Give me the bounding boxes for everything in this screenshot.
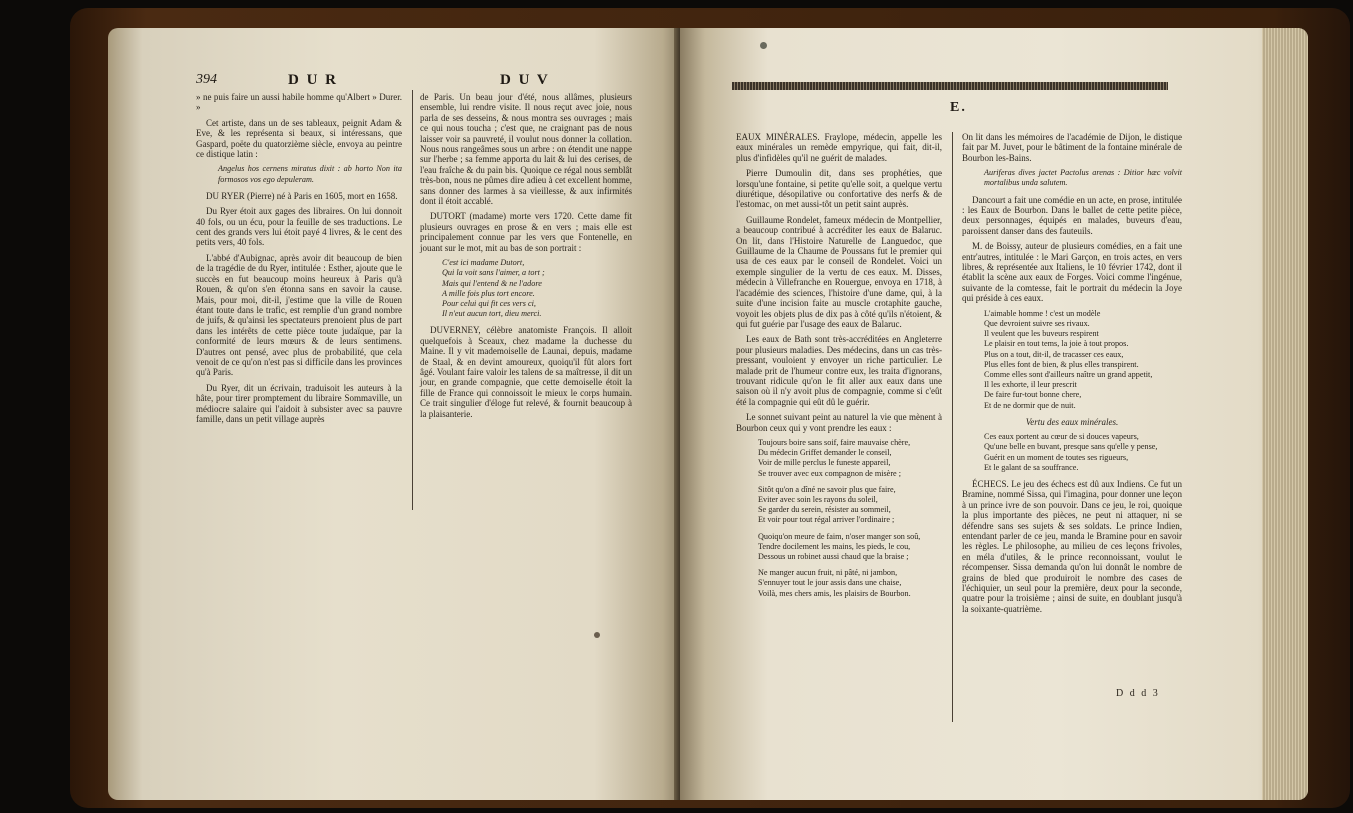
verse-line: Du médecin Griffet demander le conseil,: [758, 448, 892, 458]
left-column-1: [196, 92, 402, 429]
verse-line: Comme elles sont d'ailleurs naître un grand appetit,: [984, 369, 1153, 379]
left-column-2: [420, 92, 632, 424]
verse-line: A mille fois plus tort encore.: [442, 288, 535, 298]
paragraph: » ne puis faire un aussi habile homme qu'Albert » Durer. »: [196, 92, 402, 113]
right-page: [680, 28, 1308, 800]
sonnet-stanza: [736, 438, 942, 479]
paragraph: DUVERNEY, célèbre anatomiste François. Il alloit quelquefois à Sceaux, chez madame la duchesse du Maine. Il y vit mademoiselle de Launai, depuis, madame de Staal, & en devint amoureux, quoiqu'il fût alors fort âgé. Voulant faire valoir les talens de sa maîtresse, il dit un jour, en grande compagnie, que cette demoiselle étoit la fille de France qui connoissoit le mieux le corps humain. Ce trait singulier d'éloge fut relevé, & fournit beaucoup à la plaisanterie.: [420, 325, 632, 419]
verse-line: S'ennuyer tout le jour assis dans une chaise,: [758, 578, 902, 588]
verse-line: Ces eaux portent au cœur de si douces vapeurs,: [984, 432, 1139, 442]
entry-heading: DU RYER (Pierre) né à Paris en 1605, mort en 1658.: [206, 190, 398, 201]
verse-line: Mais qui l'entend & ne l'adore: [442, 278, 542, 288]
verse-line: Que devroient suivre ses rivaux.: [984, 318, 1090, 328]
paragraph: Cet artiste, dans un de ses tableaux, peignit Adam & Eve, & les représenta si beaux, si intéressans, que Gaspard, poëte du quatorzième siècle, envoya au peintre ce distique latin :: [196, 117, 402, 160]
verse-line: Et de ne dormir que de nuit.: [984, 400, 1076, 410]
column-divider: [952, 132, 953, 722]
verse-line: Pour celui qui fit ces vers ci,: [442, 298, 536, 308]
entry-heading: ÉCHECS. Le jeu des échecs est dû aux Indiens. Ce fut un Bramine, nommé Sissa, qui l'imagina, pour donner une leçon à un prince ivre de son pouvoir. Dans ce jeu, le roi, quoique la plus importante des pièces, ne peut ni attaquer, ni se défendre sans ses sujets & ses soldats. Le prince Indien, entendant parler de ce jeu, manda le Bramine pour en savoir les règles. Le philosophe, au milieu de ces leçons frivoles, en méla d'utiles, & le prince reconnoissant, voulut le récompenser. Sissa demanda qu'on lui donnât le nombre de grains de bled que produiroit le nombre des cases de l'échiquier, un seul pour la première, deux pour la seconde, quatre pour la troisième ; ainsi de suite, en doublant jusqu'à la soixante-quatrième.: [962, 478, 1182, 614]
entry-heading: EAUX MINÉRALES. Fraylope, médecin, appelle les eaux minérales un remède empyrique, qui fait, dit-il, plus d'infidèles qu'il ne guérit de malades.: [736, 132, 942, 163]
verse-line: L'aimable homme ! c'est un modèle: [984, 308, 1101, 318]
entry-heading: DUTORT (madame) morte vers 1720. Cette dame fit plusieurs ouvrages en prose & en vers ; mais elle est principalement connue par les vers que Fontenelle, en jouant sur le mot, mit au bas de son portrait :: [420, 211, 632, 253]
signature-mark: D d d 3: [1116, 688, 1160, 699]
verse-line: C'est ici madame Dutort,: [442, 258, 525, 268]
verse-line: Guérit en un moment de toutes ses rigueurs,: [984, 452, 1129, 462]
paragraph: Du Ryer étoit aux gages des libraires. On lui donnoit 40 fols, ou un écu, pour la feuille de ses traductions. Le cent des grands vers lui étoit payé 4 livres, & le cent des petits vers, 40 fols.: [196, 206, 402, 248]
verse-line: Qui la voit sans l'aimer, a tort ;: [442, 268, 545, 278]
paragraph: Guillaume Rondelet, fameux médecin de Montpellier, a beaucoup contribué à accréditer les eaux de Balaruc. On lit, dans l'Histoire Naturelle de Languedoc, que Guillaume de la Chaume de Poussans fut le premier qui usa de ces eaux par le conseil de Rondelet. Voici un exemple singulier de la vertu de ces eaux. M. Disses, médecin à Villefranche en Rouergue, envoya en 1718, à l'académie des sciences, l'histoire d'une dame, qui, à la suite d'une incision faite au muscle crotaphite gauche, voyoit les objets plus de dix pas à côté qu'ils n'étoient, & qui fut guérie par l'usage des eaux de Balaruc.: [736, 214, 942, 329]
verse-line: Le plaisir en tout tems, la joie à tout propos.: [984, 339, 1129, 349]
verse-line: Eviter avec soin les rayons du soleil,: [758, 494, 878, 504]
poem-title: Vertu des eaux minérales.: [1025, 416, 1119, 427]
verse-line: Quoiqu'on meure de faim, n'oser manger son soû,: [758, 531, 921, 541]
verse-line: De faire fur-tout bonne chere,: [984, 390, 1082, 400]
paragraph: On lit dans les mémoires de l'académie de Dijon, le distique fait par M. Juvet, pour le bâtiment de la fontaine minérale de Bourbon les-Bains.: [962, 132, 1182, 163]
verse-line: Se garder du serein, résister au sommeil,: [758, 505, 891, 515]
verse-line: Plus elles font de bien, & plus elles transpirent.: [984, 359, 1139, 369]
ornamental-band: [732, 82, 1168, 90]
verse-line: Dessous un robinet aussi chaud que la braise ;: [758, 552, 909, 561]
verse-line: Il les exhorte, il leur prescrit: [984, 380, 1077, 390]
paragraph: de Paris. Un beau jour d'été, nous allâmes, plusieurs ensemble, lui rendre visite. Il nous reçut avec joie, nous parla de ses desseins, & nous montra ses ouvrages ; mais ce qui nous toucha ; c'est que, ne craignant pas de nous laisser voir sa pauvreté, il voulut nous donner la collation. Nous nous rangeâmes sous un arbre : on étendit une nappe sur l'herbe ; sa femme apporta du lait & lui des cerises, de l'eau fraîche & du pain bis. Quoique ce régal nous semblât très-bon, nous ne pûmes dire adieu à cet excellent homme, sans donner des larmes à sa vieillesse, & aux infirmités dont il étoit accablé.: [420, 92, 632, 207]
paragraph: M. de Boissy, auteur de plusieurs comédies, en a fait une entr'autres, intitulée : le Mari Garçon, en trois actes, en vers libres, & représentée aux Italiens, le 10 février 1742, dont il établit la scène aux eaux de Forges. Voici comme l'ingénue, suivante de la comtesse, fait le portrait du médecin la Joye qui préside à ces eaux.: [962, 241, 1182, 304]
paragraph: Du Ryer, dit un écrivain, traduisoit les auteurs à la hâte, pour tirer promptement du libraire Sommaville, un médiocre salaire qui l'aidoit à subsister avec sa pauvre famille, dans un petit village auprès: [196, 382, 402, 424]
column-divider: [412, 90, 413, 510]
page-number: 394: [196, 72, 217, 87]
right-column-2: [962, 132, 1182, 619]
verse-line: Toujours boire sans soif, faire mauvaise chère,: [758, 437, 911, 447]
left-page: [108, 28, 680, 800]
verse-line: Ne manger aucun fruit, ni pâté, ni jambon,: [758, 568, 898, 578]
verse-line: Voilà, mes chers amis, les plaisirs de Bourbon.: [758, 588, 911, 598]
verse-line: Qu'une belle en buvant, presque sans qu'elle y pense,: [984, 442, 1158, 452]
running-header-left: D U R: [288, 72, 338, 88]
sonnet-stanza: [736, 568, 942, 599]
sonnet-stanza: [736, 485, 942, 526]
paragraph: Pierre Dumoulin dit, dans ses prophéties, que lorsqu'une fontaine, si petite qu'elle soit, a quelque vertu diurétique, désopilative ou confortative des nerfs & de l'estomac, on met aussi-tôt un petit saint auprès.: [736, 168, 942, 210]
page-blemish: [594, 632, 600, 638]
poem: [962, 432, 1182, 473]
verse-line: Il veulent que les buveurs respirent: [984, 329, 1099, 339]
paragraph: L'abbé d'Aubignac, après avoir dit beaucoup de bien de la tragédie de du Ryer, intitulée : Esther, ajoute que le succès en fut beaucoup moins heureux à Paris qu'à Rouen, & qu'on s'en étonna sans en savoir la cause. Mais, pour moi, dit-il, j'estime que la ville de Rouen étant toute dans le trafic, est remplie d'un grand nombre de juifs, & qu'ainsi les spectateurs prenoient plus de part dans les intérêts de cette pièce toute judaïque, par la conformité de leurs mœurs & de leurs sentimens. D'autres ont pensé, avec plus de probabilité, que cela venoit de ce qu'on n'est pas si difficile dans les provinces qu'à Paris.: [196, 252, 402, 378]
verse-line: Et voir pour tout régal arriver l'ordinaire ;: [758, 515, 895, 525]
verse-line: Il n'eut aucun tort, dieu merci.: [442, 309, 542, 319]
sonnet-stanza: [736, 532, 942, 563]
paragraph: Le sonnet suivant peint au naturel la vie que mènent à Bourbon ceux qui y vont prendre les eaux :: [736, 412, 942, 433]
running-header-right: D U V: [500, 72, 550, 88]
verse-line: Tendre docilement les mains, les pieds, le cou,: [758, 541, 911, 551]
latin-distich: Angelus hos cernens miratus dixit : ab horto Non ita formosos vos ego depuleram.: [218, 164, 402, 184]
page-edges: [1262, 28, 1308, 800]
verse-line: Sitôt qu'on a dîné ne savoir plus que faire,: [758, 484, 896, 494]
verse-line: Plus on a tout, dit-il, de tracasser ces eaux,: [984, 349, 1124, 359]
right-column-1: [736, 132, 942, 605]
paragraph: Les eaux de Bath sont très-accréditées en Angleterre pour plusieurs maladies. Des médecins, dans un cas très-pressant, vouloient y envoyer un riche particulier. Le malade prit de l'humeur contre eux, les traita d'ignorans, trouvant ridicule qu'on le fit aller aux eaux dans une saison où il n'y avoit plus de compagnie, comme si c'eût été la compagnie qui eût dû le guérir.: [736, 334, 942, 407]
section-letter: E.: [950, 100, 967, 115]
page-blemish: [760, 42, 767, 49]
verse-line: Se trouver avec eux compagnon de misère ;: [758, 468, 902, 478]
verse-line: Et le galant de sa souffrance.: [984, 462, 1079, 472]
poem: [962, 309, 1182, 411]
poem: [420, 258, 632, 319]
latin-distich: Auriferas dives jactet Pactolus arenas : Ditior hæc volvit mortalibus unda salutem.: [984, 168, 1182, 188]
paragraph: Dancourt a fait une comédie en un acte, en prose, intitulée : les Eaux de Bourbon. Dans le ballet de cette petite pièce, deux personnages, équipés en malades, buveurs d'eau, paroissent danser dans des fauteuils.: [962, 194, 1182, 236]
verse-line: Voir de mille perclus le funeste appareil,: [758, 458, 891, 468]
